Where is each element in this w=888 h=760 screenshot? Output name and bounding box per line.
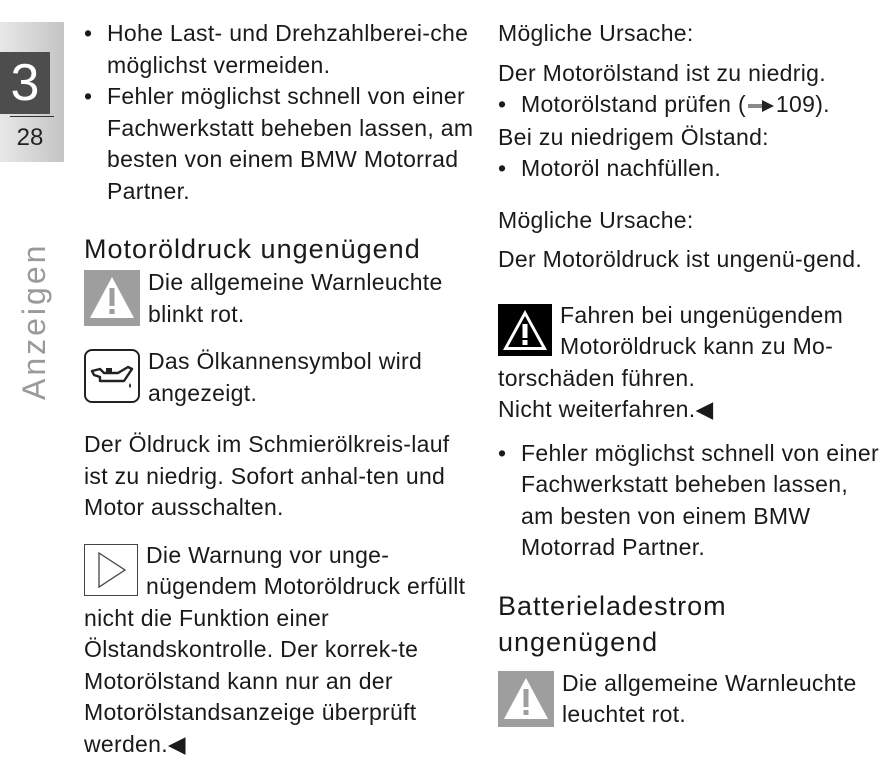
cause-text: Der Motoröldruck ist ungenü-gend. [498,244,884,276]
chapter-number: 3 [0,52,50,114]
battery-warning-text: Die allgemeine Warnleuchte leuchtet rot. [562,668,884,731]
warning-light-row [84,267,479,330]
page-reference-arrow-icon [746,90,776,122]
check-list [498,89,884,122]
list-item: • Fehler möglichst schnell von einer Fachwerkstatt beheben lassen, am besten von einem BMW Motorrad Partner. [498,438,884,564]
list-item: • Fehler möglichst schnell von einer Fachwerkstatt beheben lassen, am besten von einem BMW Motorrad Partner. [84,81,479,207]
note-triangle-icon [84,544,138,596]
list-item: • Motoröl nachfüllen. [498,153,884,185]
oil-can-row [84,346,479,409]
cause-label: Mögliche Ursache: [498,205,884,237]
heading-oil-pressure: Motoröldruck ungenügend [84,231,479,267]
low-level-label: Bei zu niedrigem Ölstand: [498,122,884,154]
list-item [498,89,884,122]
left-bullet-list [84,18,479,207]
note-block [84,540,479,760]
left-column [84,18,479,760]
danger-text: Fahren bei ungenügendem Motoröldruck kann zu Mo-torschäden führen. [498,300,884,395]
danger-warning-icon [498,304,552,356]
cause-label: Mögliche Ursache: [498,18,884,50]
section-side-label: Anzeigen [16,243,53,400]
page-number: 28 [0,124,60,152]
refill-list [498,153,884,185]
general-warning-light-icon [498,671,554,727]
right-column [498,18,884,731]
heading-battery: Batterieladestrom ungenügend [498,588,884,660]
danger-block [498,300,884,395]
oil-can-text: Das Ölkannensymbol wird angezeigt. [148,346,479,409]
check-oil-text: Motorölstand prüfen ( [521,91,746,117]
cause-text: Der Motorölstand ist zu niedrig. [498,58,884,90]
warning-light-text: Die allgemeine Warnleuchte blinkt rot. [148,267,479,330]
list-item: • Hohe Last- und Drehzahlberei-che möglichst vermeiden. [84,18,479,81]
note-text: Die Warnung vor unge-nügendem Motoröldruck erfüllt nicht die Funktion einer Ölstandskontrolle. Der korrek-te Motorölstand kann nur an der Motorölstandsanzeige überprüft werden.◀ [84,540,479,760]
danger-instruction: Nicht weiterfahren.◀ [498,394,884,426]
general-warning-light-icon [84,270,140,326]
tab-divider [10,116,54,117]
battery-warning-row [498,668,884,731]
chapter-tab [0,22,64,162]
page-reference: 109). [776,91,830,117]
oil-pressure-description: Der Öldruck im Schmierölkreis-lauf ist zu niedrig. Sofort anhal-ten und Motor ausschalten. [84,429,479,524]
oil-can-icon [84,349,140,403]
workshop-list [498,438,884,564]
